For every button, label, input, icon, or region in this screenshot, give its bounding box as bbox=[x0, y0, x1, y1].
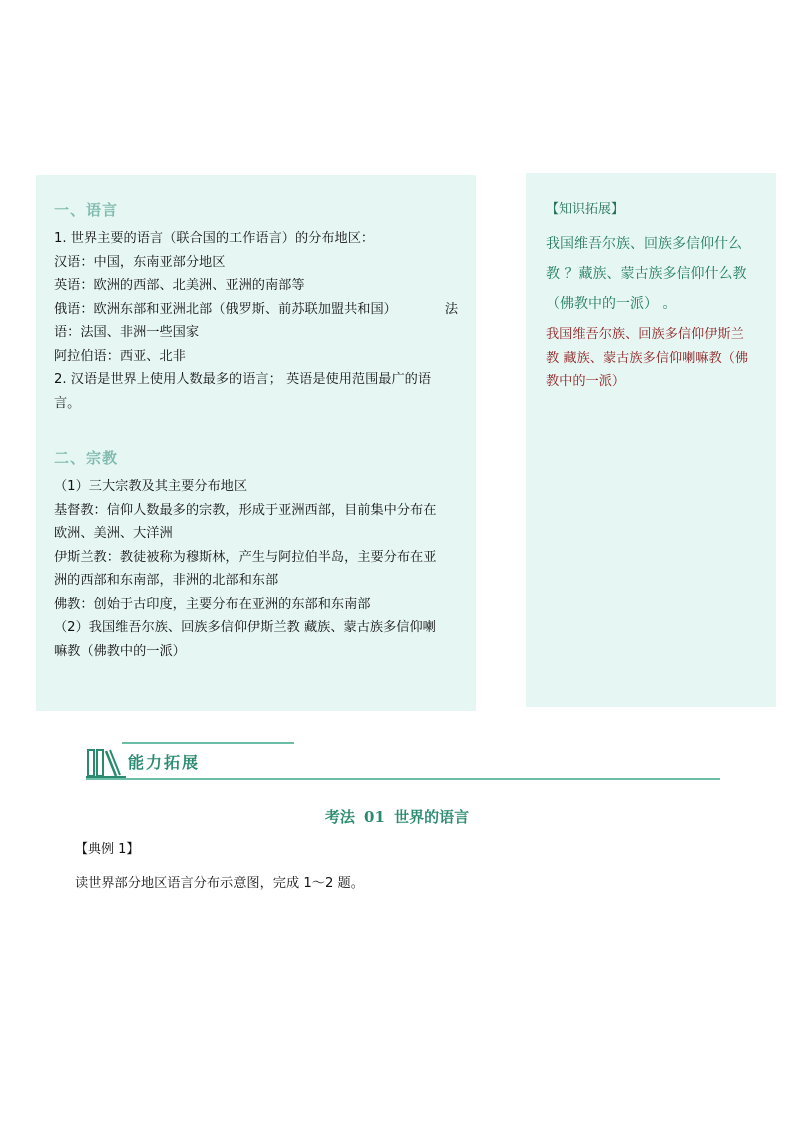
language-line: 英语：欧洲的西部、北美洲、亚洲的南部等 bbox=[54, 278, 305, 293]
extension-answer-line: 教中的一派） bbox=[546, 374, 626, 389]
extension-title: 【知识拓展】 bbox=[546, 202, 625, 217]
religion-line: 嘛教（佛教中的一派） bbox=[54, 643, 186, 659]
language-line: 汉语：中国，东南亚部分地区 bbox=[54, 254, 226, 270]
header-top-rule bbox=[122, 742, 294, 744]
extension-answer-line: 教 藏族、蒙古族多信仰喇嘛教（佛 bbox=[546, 350, 749, 366]
language-section-title: 一、语言 bbox=[54, 201, 119, 219]
religion-line: 洲的西部和东南部，非洲的北部和东部 bbox=[54, 573, 279, 588]
section-gap bbox=[54, 415, 458, 447]
books-icon bbox=[86, 746, 126, 778]
ability-section-header bbox=[86, 742, 720, 782]
language-line: 2. 汉语是世界上使用人数最多的语言； 英语是使用范围最广的语 bbox=[54, 372, 432, 387]
religion-line: 佛教：创始于古印度，主要分布在亚洲的东部和东南部 bbox=[54, 596, 371, 612]
language-line-french-start: 法 bbox=[444, 301, 458, 317]
language-line-russian: 俄语：欧洲东部和亚洲北部（俄罗斯、前苏联加盟共和国） bbox=[54, 301, 397, 317]
example-text: 读世界部分地区语言分布示意图，完成 1～2 题。 bbox=[75, 876, 364, 891]
religion-line: （1）三大宗教及其主要分布地区 bbox=[54, 479, 248, 494]
ability-title: 能力拓展 bbox=[128, 753, 201, 772]
knowledge-extension-panel bbox=[526, 173, 776, 707]
method-title: 考法 01 世界的语言 bbox=[324, 808, 470, 826]
knowledge-panel bbox=[36, 175, 476, 711]
extension-question-line: 教 ？藏族、蒙古族多信仰什么教 bbox=[546, 266, 747, 282]
language-line: 语：法国、非洲一些国家 bbox=[54, 325, 200, 340]
language-line: 1. 世界主要的语言（联合国的工作语言）的分布地区： bbox=[54, 231, 375, 246]
extension-answer-line: 我国维吾尔族、回族多信仰伊斯兰 bbox=[546, 327, 744, 342]
religion-section-title: 二、宗教 bbox=[54, 449, 119, 467]
language-line bbox=[54, 298, 458, 322]
religion-line: （2）我国维吾尔族、回族多信仰伊斯兰教 藏族、蒙古族多信仰喇 bbox=[54, 620, 436, 635]
religion-line: 伊斯兰教：教徒被称为穆斯林，产生与阿拉伯半岛，主要分布在亚 bbox=[54, 549, 437, 565]
extension-question-line: 我国维吾尔族、回族多信仰什么 bbox=[546, 236, 742, 252]
header-bottom-rule bbox=[86, 778, 720, 780]
extension-question-line: （佛教中的一派） 。 bbox=[546, 296, 677, 312]
religion-line: 基督教：信仰人数最多的宗教，形成于亚洲西部，目前集中分布在 bbox=[54, 502, 437, 518]
religion-line: 欧洲、美洲、大洋洲 bbox=[54, 526, 173, 541]
language-line: 阿拉伯语：西亚、北非 bbox=[54, 348, 186, 364]
language-line: 言。 bbox=[54, 395, 81, 411]
example-label: 【典例 1】 bbox=[75, 842, 140, 857]
